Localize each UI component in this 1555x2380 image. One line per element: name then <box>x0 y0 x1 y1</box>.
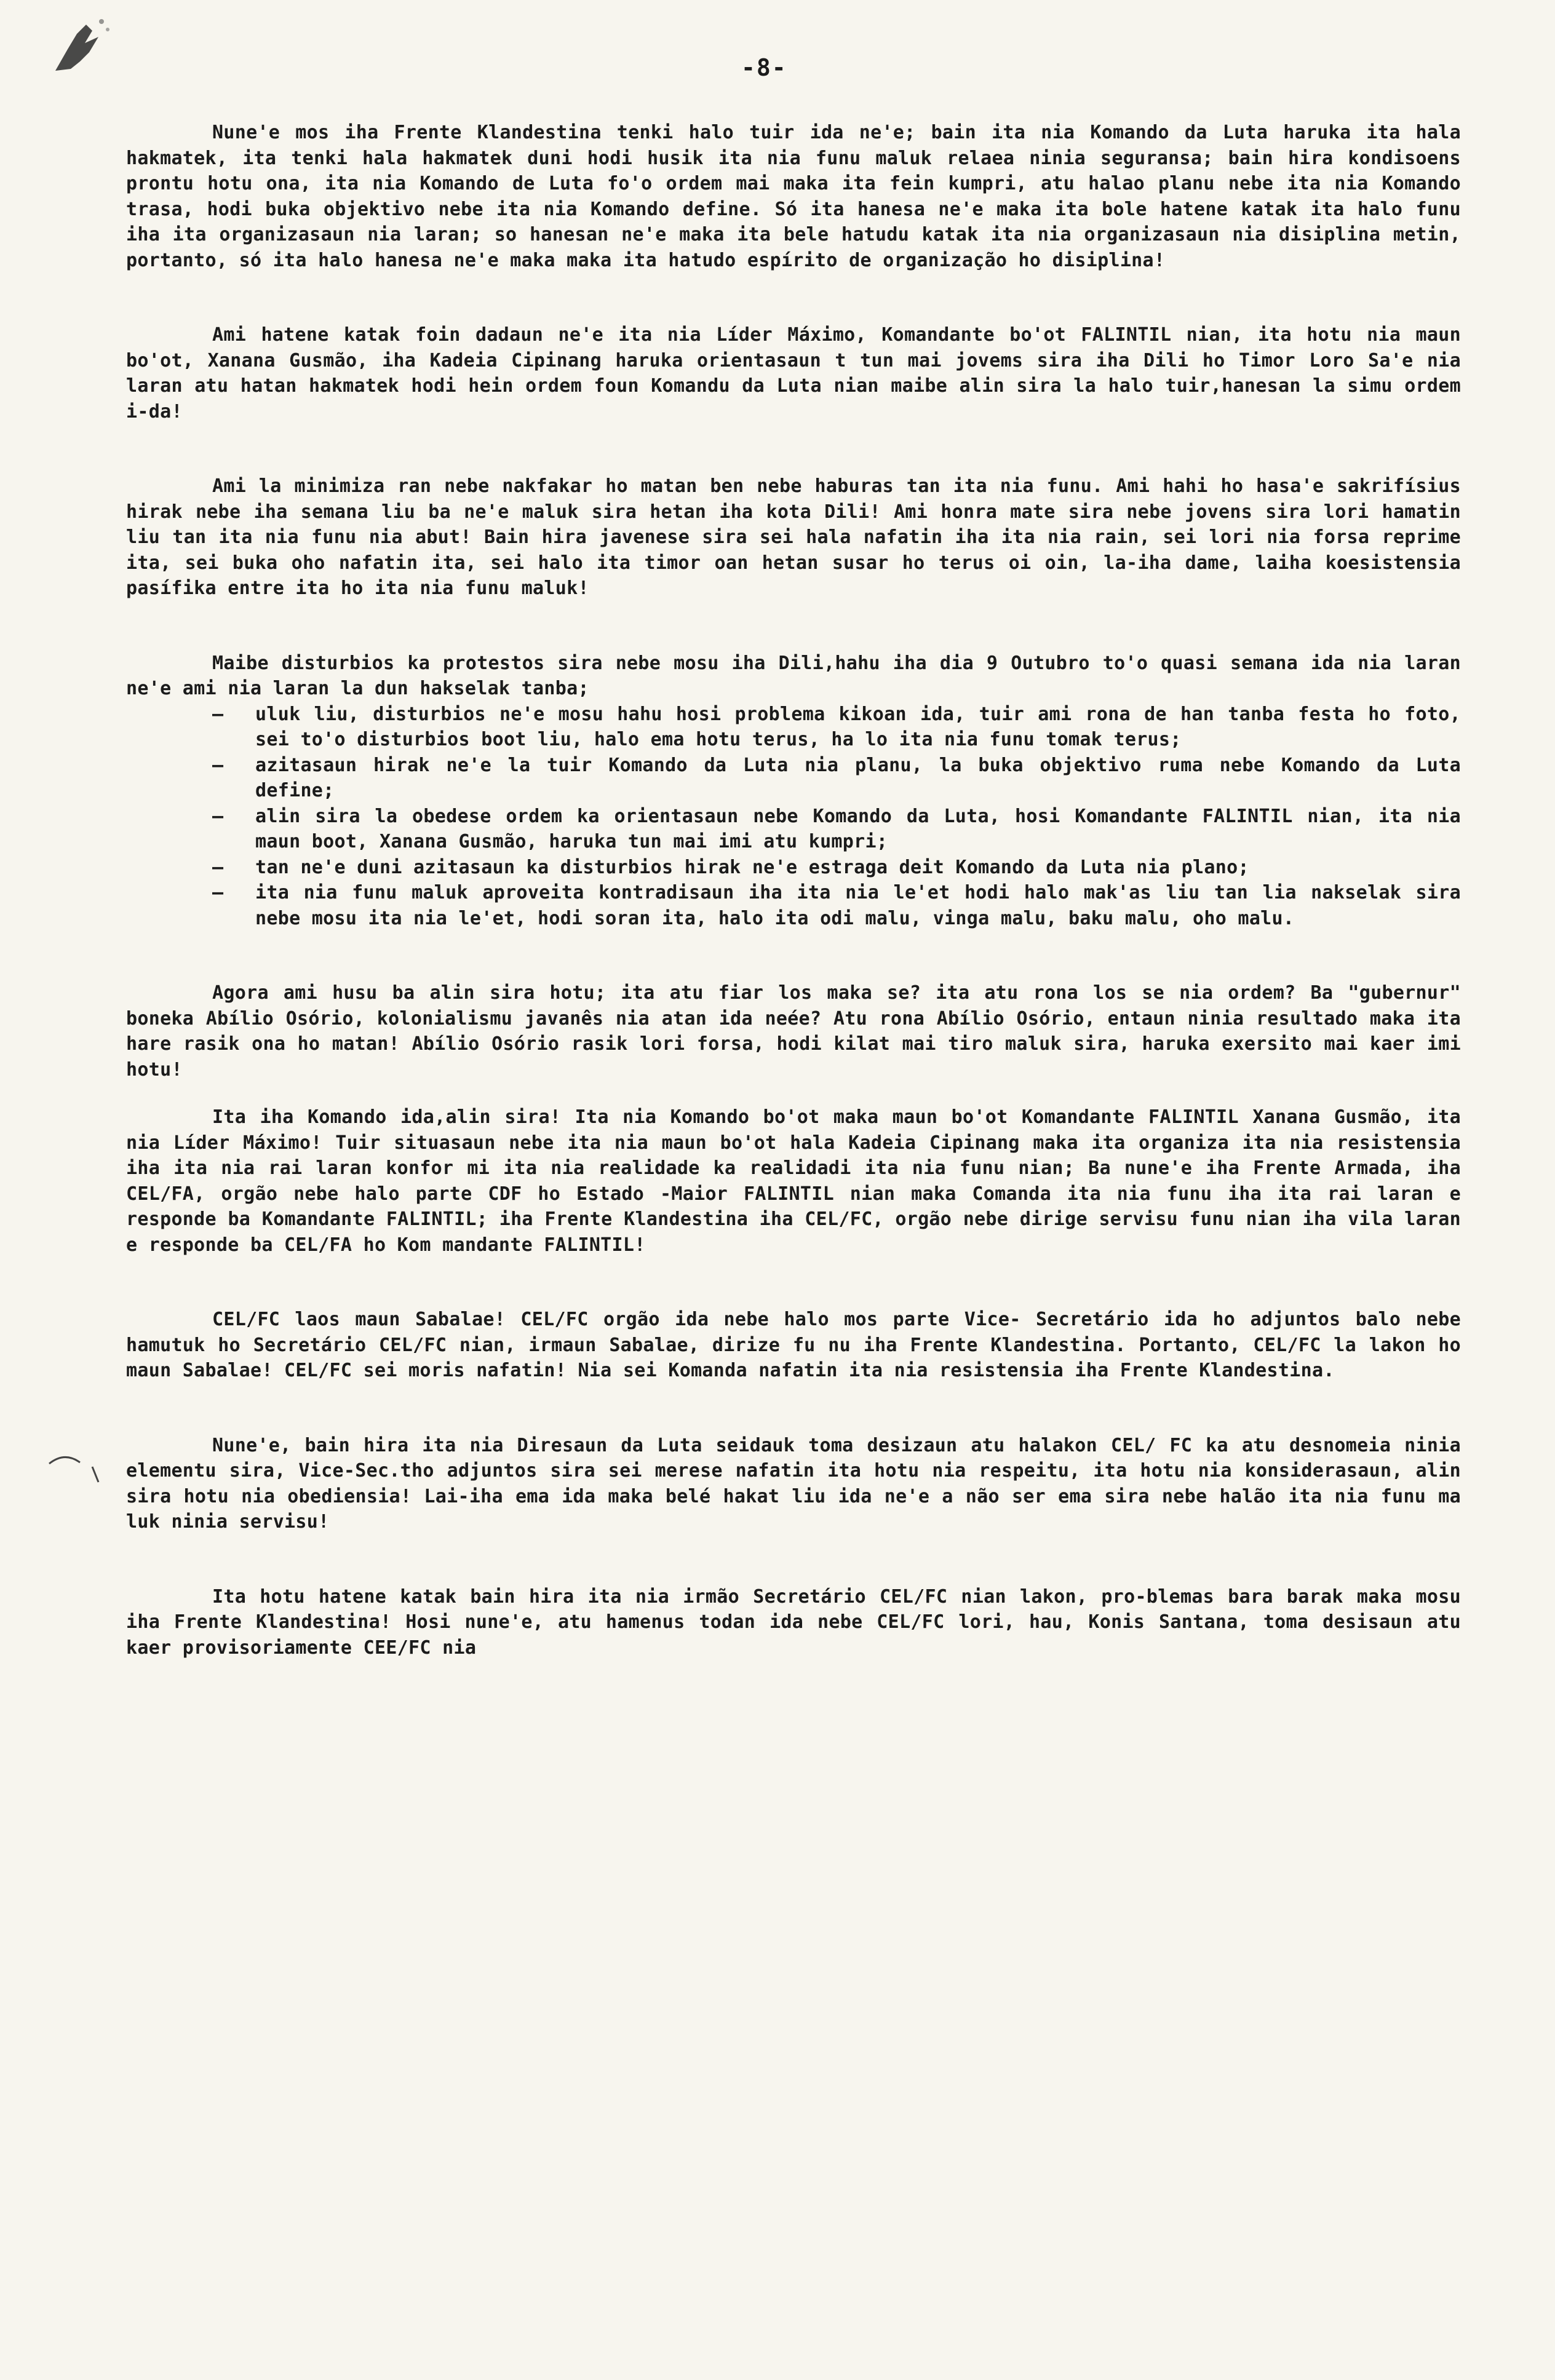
bullet-item: – tan ne'e duni azitasaun ka disturbios hirak ne'e estraga deit Komando da Luta nia plano; <box>212 855 1461 881</box>
bullet-item: – alin sira la obedese ordem ka orientasaun nebe Komando da Luta, hosi Komandante FALINTIL nian, ita nia maun boot, Xanana Gusmão, haruka tun mai imi atu kumpri; <box>212 804 1461 855</box>
ink-blot-mark <box>43 12 117 80</box>
page-number: -8- <box>741 54 787 81</box>
margin-annotation-mark <box>43 1439 111 1488</box>
paragraph-6: Ita iha Komando ida,alin sira! Ita nia Komando bo'ot maka maun bo'ot Komandante FALINTIL Xanana Gusmão, ita nia Líder Máximo! Tuir situasaun nebe ita nia maun bo'ot hala Kadeia Cipinang maka ita organiza ita nia resistensia iha ita nia rai laran konfor mi ita nia realidade ka realidadi ita nia funu nian; Ba nune'e iha Frente Armada, iha CEL/FA, orgão nebe halo parte CDF ho Estado -Maior FALINTIL nian maka Comanda ita nia funu iha ita rai laran e responde ba Komandante FALINTIL; iha Frente Klandestina iha CEL/FC, orgão nebe dirige servisu funu nian iha vila laran e responde ba CEL/FA ho Kom mandante FALINTIL! <box>126 1106 1461 1256</box>
document-body <box>126 120 1461 1660</box>
paragraph-9: Ita hotu hatene katak bain hira ita nia irmão Secretário CEL/FC nian lakon, pro-blemas bara barak maka mosu iha Frente Klandestina! Hosi nune'e, atu hamenus todan ida nebe CEL/FC lori, hau, Konis Santana, toma desisaun atu kaer provisoriamente CEE/FC nia <box>126 1585 1461 1659</box>
paragraph-2: Ami hatene katak foin dadaun ne'e ita nia Líder Máximo, Komandante bo'ot FALINTIL nian, ita hotu nia maun bo'ot, Xanana Gusmão, iha Kadeia Cipinang haruka orientasaun t tun mai jovems sira iha Dili ho Timor Loro Sa'e nia laran atu hatan hakmatek hodi hein ordem foun Komandu da Luta nian maibe alin sira la halo tuir,hanesan la simu ordem i-da! <box>126 324 1461 422</box>
paragraph-4: Maibe disturbios ka protestos sira nebe mosu iha Dili,hahu iha dia 9 Outubro to'o quasi semana ida nia laran ne'e ami nia laran la dun hakselak tanba; <box>126 652 1461 699</box>
paragraph-1: Nune'e mos iha Frente Klandestina tenki halo tuir ida ne'e; bain ita nia Komando da Luta haruka ita hala hakmatek, ita tenki hala hakmatek duni hodi husik ita nia funu maluk relaea ninia seguransa; bain hira kondisoens prontu hotu ona, ita nia Komando de Luta fo'o ordem mai maka ita fein kumpri, atu halao planu nebe ita nia Komando trasa, hodi buka objektivo nebe ita nia Komando define. Só ita hanesa ne'e maka ita bole hatene katak ita halo funu iha ita organizasaun nia laran; so hanesan ne'e maka ita bele hatudu katak ita nia organizasaun nia disiplina metin, portanto, só ita halo hanesa ne'e maka maka ita hatudo espírito de organização ho disiplina! <box>126 122 1461 271</box>
paragraph-8: Nune'e, bain hira ita nia Diresaun da Luta seidauk toma desizaun atu halakon CEL/ FC ka atu desnomeia ninia elementu sira, Vice-Sec.tho adjuntos sira sei merese nafatin ita hotu nia respeitu, ita hotu nia konsiderasaun, alin sira hotu nia obediensia! Lai-iha ema ida maka belé hakat liu ida ne'e a não ser ema sira nebe halão ita nia funu ma luk ninia servisu! <box>126 1434 1461 1533</box>
bullet-item: – azitasaun hirak ne'e la tuir Komando da Luta nia planu, la buka objektivo ruma nebe Komando da Luta define; <box>212 753 1461 804</box>
paragraph-5: Agora ami husu ba alin sira hotu; ita atu fiar los maka se? ita atu rona los se nia ordem? Ba "gubernur" boneka Abílio Osório, kolonialismu javanês nia atan ida neée? Atu rona Abílio Osório, entaun ninia resultado maka ita hare rasik ona ho matan! Abílio Osório rasik lori forsa, hodi kilat mai tiro maluk sira, haruka exersito mai kaer imi hotu! <box>126 982 1461 1081</box>
bullet-item: – uluk liu, disturbios ne'e mosu hahu hosi problema kikoan ida, tuir ami rona de han tanba festa ho foto, sei to'o disturbios boot liu, halo ema hotu terus, ha lo ita nia funu tomak terus; <box>212 702 1461 753</box>
paragraph-7: CEL/FC laos maun Sabalae! CEL/FC orgão ida nebe halo mos parte Vice- Secretário ida ho adjuntos balo nebe hamutuk ho Secretário CEL/FC nian, irmaun Sabalae, dirize fu nu iha Frente Klandestina. Portanto, CEL/FC la lakon ho maun Sabalae! CEL/FC sei moris nafatin! Nia sei Komanda nafatin ita nia resistensia iha Frente Klandestina. <box>126 1309 1461 1381</box>
paragraph-3: Ami la minimiza ran nebe nakfakar ho matan ben nebe haburas tan ita nia funu. Ami hahi ho hasa'e sakrifísius hirak nebe iha semana liu ba ne'e maluk sira hetan iha kota Dili! Ami honra mate sira nebe jovens sira lori hamatin liu tan ita nia funu nia abut! Bain hira javenese sira sei hala nafatin iha ita nia rain, sei lori nia forsa reprime ita, sei buka oho nafatin ita, sei halo ita timor oan hetan susar ho terus oi oin, la-iha dame, laiha koesistensia pasífika entre ita ho ita nia funu maluk! <box>126 475 1461 599</box>
bullet-item: – ita nia funu maluk aproveita kontradisaun iha ita nia le'et hodi halo mak'as liu tan lia nakselak sira nebe mosu ita nia le'et, hodi soran ita, halo ita odi malu, vinga malu, baku malu, oho malu. <box>212 880 1461 931</box>
bullet-list <box>212 702 1461 932</box>
